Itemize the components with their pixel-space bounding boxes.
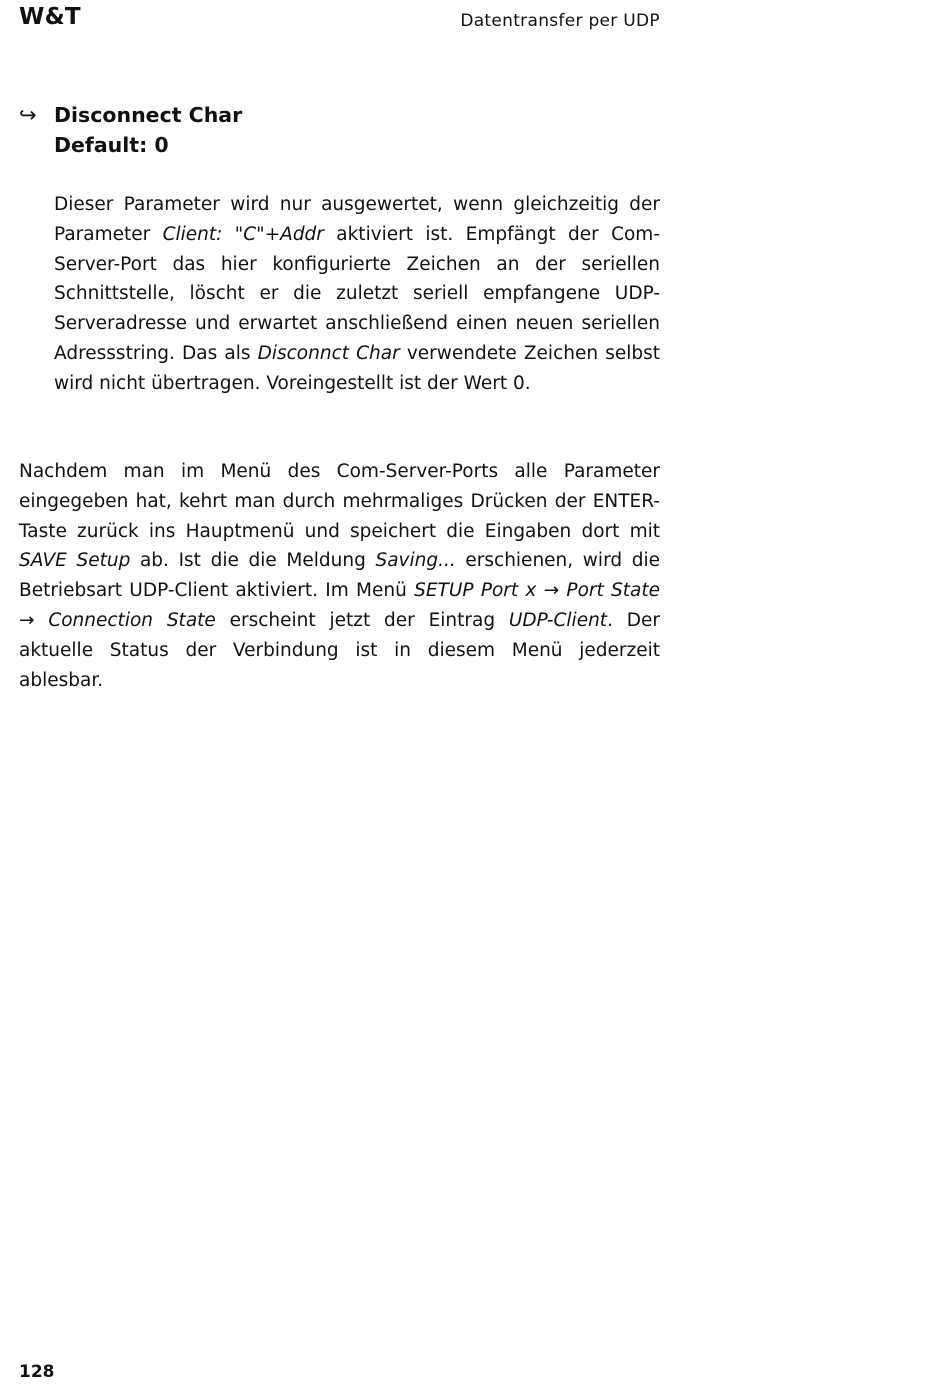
parameter-name: Disconnect Char	[54, 103, 243, 127]
text-run: . Der aktuelle Status der Verbindung ist in diesem Menü jederzeit ablesbar.	[19, 609, 660, 691]
running-header: Datentransfer per UDP	[460, 11, 660, 31]
parameter-heading	[19, 100, 660, 160]
text-run: erscheint jetzt der Eintrag	[215, 609, 509, 631]
body-paragraph	[19, 457, 660, 695]
italic-term: Disconnct Char	[257, 342, 400, 364]
italic-term: SAVE Setup	[19, 550, 131, 572]
page-number: 128	[19, 1362, 55, 1382]
text-run: ab. Ist die die Meldung	[130, 550, 376, 572]
italic-term: SETUP Port x → Port State → Connection State	[19, 580, 660, 631]
parameter-description	[54, 190, 660, 399]
text-run: Dieser Parameter wird nur ausgewertet, wenn gleichzeitig der Parameter	[54, 194, 660, 245]
hook-arrow-icon: ↪	[19, 103, 37, 127]
text-run: aktiviert ist. Empfängt der Com-Server-Port das hier konfigurierte Zeichen an der seriellen Schnittstelle, löscht er die zuletzt seriell empfangene UDP-Serveradresse und erwartet anschließend einen neuen seriellen Adressstring. Das als	[54, 223, 660, 364]
italic-term: Saving...	[375, 550, 456, 572]
brand-logo: W&T	[19, 4, 81, 30]
italic-term: UDP-Client	[508, 609, 608, 631]
text-run: erschienen, wird die Betriebsart UDP-Client aktiviert. Im Menü	[19, 550, 661, 602]
parameter-default: Default: 0	[54, 133, 169, 157]
text-run: verwendete Zeichen selbst wird nicht übertragen. Voreingestellt ist der Wert 0.	[54, 342, 660, 394]
italic-term: Client: "C"+Addr	[162, 223, 324, 245]
text-run: Nachdem man im Menü des Com-Server-Ports alle Parameter eingegeben hat, kehrt man durch mehrmaliges Drücken der ENTER-Taste zurück ins Hauptmenü und speichert die Eingaben dort mit	[19, 461, 660, 542]
parameter-section	[19, 100, 660, 399]
